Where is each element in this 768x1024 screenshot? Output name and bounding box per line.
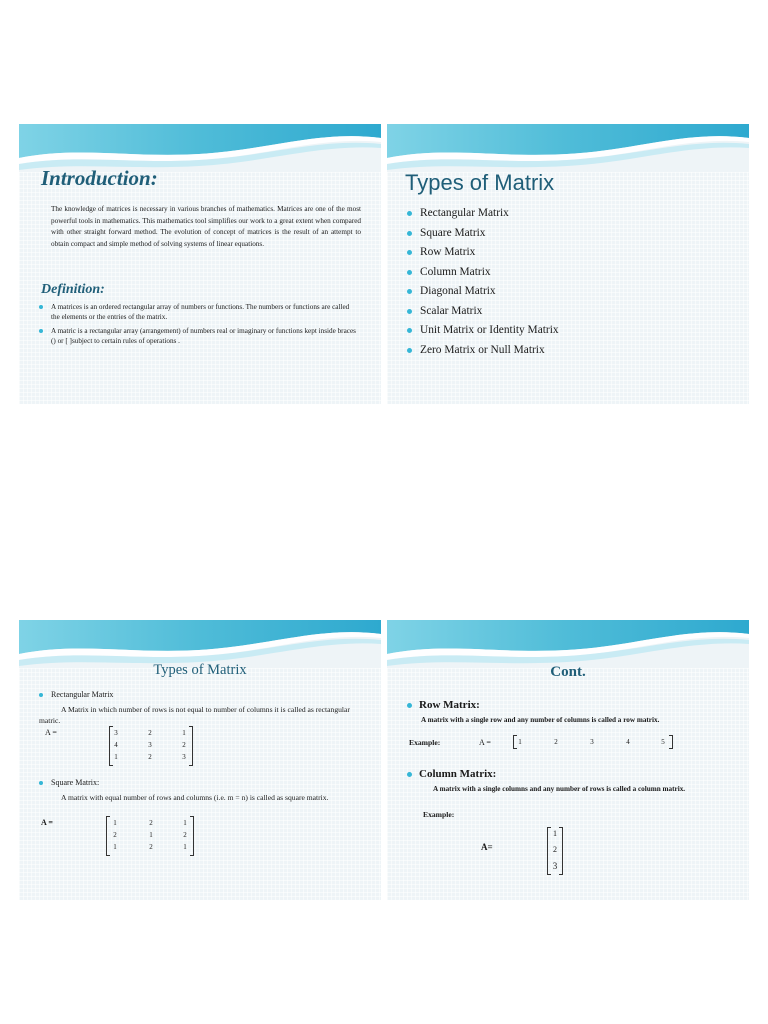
bullet-icon — [39, 693, 43, 697]
matrix-cell: 2 — [148, 729, 152, 737]
list-item — [407, 245, 559, 265]
matrix-cell: 2 — [553, 845, 557, 854]
list-item — [39, 302, 359, 323]
matrix-cell: 2 — [149, 819, 153, 827]
list-item — [407, 304, 559, 324]
list-item-label: Scalar Matrix — [420, 304, 483, 317]
bullet-icon — [39, 781, 43, 785]
matrix-cell: 2 — [554, 738, 558, 746]
bullet-icon — [407, 772, 412, 777]
matrix-cell: 2 — [113, 831, 117, 839]
list-item — [407, 343, 559, 363]
matrix-cell: 3 — [552, 861, 558, 871]
slide-types-list — [387, 124, 749, 404]
matrix-cell: 2 — [183, 831, 187, 839]
heading-text: Rectangular Matrix — [51, 690, 114, 699]
list-item — [407, 226, 559, 246]
bullet-icon — [407, 289, 412, 294]
list-item-label: Row Matrix — [420, 246, 476, 258]
rectangular-matrix-heading — [39, 690, 113, 699]
square-matrix — [106, 816, 194, 856]
matrix-types-list — [407, 206, 559, 362]
matrix-cell: 5 — [661, 738, 665, 746]
rectangular-matrix — [109, 726, 193, 766]
slide-title: Types of Matrix — [405, 170, 555, 195]
slide-cont — [387, 620, 749, 900]
bullet-icon — [39, 329, 43, 333]
list-item — [407, 265, 559, 285]
list-item — [407, 206, 559, 226]
slide-introduction — [19, 124, 381, 404]
heading-text: Square Matrix: — [51, 778, 100, 787]
wave-header-decoration — [19, 124, 381, 172]
bullet-icon — [407, 211, 412, 216]
row-matrix-description: A matrix with a single row and any number of columns is called a row matrix. — [421, 716, 660, 724]
list-item-label: Column Matrix — [420, 265, 491, 278]
wave-header-decoration — [387, 124, 749, 172]
heading-text: Column Matrix: — [419, 768, 497, 780]
list-item-label: Rectangular Matrix — [420, 207, 509, 219]
matrix-a-label: A = — [479, 738, 491, 747]
definition-text: A matric is a rectangular array (arrangement) of numbers real or imaginary or functions kept inside braces () or [ ]subject to certain rules of operations . — [51, 326, 356, 346]
bullet-icon — [407, 348, 412, 353]
list-item — [39, 326, 359, 347]
matrix-cell: 2 — [148, 753, 152, 761]
slide-title: Cont. — [550, 664, 586, 680]
bullet-icon — [39, 305, 43, 309]
bullet-icon — [407, 250, 412, 255]
matrix-cell: 3 — [148, 741, 152, 749]
example-label: Example: — [409, 738, 441, 747]
matrix-cell: 1 — [518, 738, 522, 746]
bullet-icon — [407, 703, 412, 708]
definition-text: A matrices is an ordered rectangular array of numbers or functions. The numbers or functions are called the elements or the entries of the matrix. — [51, 303, 350, 322]
example-label: Example: — [423, 810, 455, 819]
matrix-cell: 1 — [183, 819, 187, 827]
bullet-icon — [407, 231, 412, 236]
slide-title: Introduction: — [41, 166, 158, 190]
column-matrix-heading — [407, 768, 496, 780]
slide-types-examples — [19, 620, 381, 900]
list-item — [407, 284, 559, 304]
list-item-label: Unit Matrix or Identity Matrix — [420, 324, 559, 336]
matrix-cell: 3 — [182, 753, 186, 761]
definition-heading: Definition: — [41, 282, 105, 297]
list-item-label: Diagonal Matrix — [420, 285, 496, 297]
row-matrix — [513, 735, 673, 749]
wave-header-decoration — [19, 620, 381, 668]
slide-title: Types of Matrix — [153, 662, 247, 678]
matrix-cell: 1 — [113, 843, 117, 851]
list-item — [407, 323, 559, 343]
matrix-cell: 2 — [182, 741, 186, 749]
matrix-cell: 1 — [113, 819, 117, 827]
wave-header-decoration — [387, 620, 749, 668]
matrix-a-label: A= — [481, 842, 493, 852]
list-item-label: Zero Matrix or Null Matrix — [420, 343, 545, 356]
bullet-icon — [407, 328, 412, 333]
matrix-a-label: A = — [41, 818, 53, 827]
column-matrix — [547, 827, 563, 875]
matrix-cell: 1 — [114, 753, 118, 761]
matrix-cell: 4 — [114, 741, 118, 749]
matrix-cell: 3 — [114, 729, 118, 737]
rectangular-description: A Matrix in which number of rows is not equal to number of columns it is called as rectangular matric. — [39, 705, 350, 725]
matrix-cell: 1 — [149, 831, 153, 839]
matrix-cell: 4 — [626, 738, 630, 746]
heading-text: Row Matrix: — [419, 699, 480, 711]
matrix-cell: 3 — [590, 738, 594, 746]
intro-paragraph: The knowledge of matrices is necessary in various branches of mathematics. Matrices are one of the most powerful tools in mathematics. This mathematics tool simplifies our work to a great extent when compared with other straight forward method. The evolution of concept of matrices is the result of an attempt to obtain compact and simple method of solving systems of linear equations. — [51, 205, 361, 248]
bullet-icon — [407, 309, 412, 314]
square-matrix-heading — [39, 778, 99, 787]
column-matrix-description: A matrix with a single columns and any number of rows is called a column matrix. — [433, 785, 686, 793]
bullet-icon — [407, 270, 412, 275]
matrix-cell: 2 — [149, 843, 153, 851]
matrix-cell: 1 — [182, 729, 186, 737]
row-matrix-heading — [407, 699, 480, 711]
square-description: A matrix with equal number of rows and columns (i.e. m = n) is called as square matrix. — [61, 793, 329, 802]
list-item-label: Square Matrix — [420, 226, 486, 239]
definition-list — [39, 302, 359, 350]
matrix-cell: 1 — [183, 843, 187, 851]
matrix-a-label: A = — [45, 728, 57, 737]
matrix-cell: 1 — [553, 829, 557, 838]
